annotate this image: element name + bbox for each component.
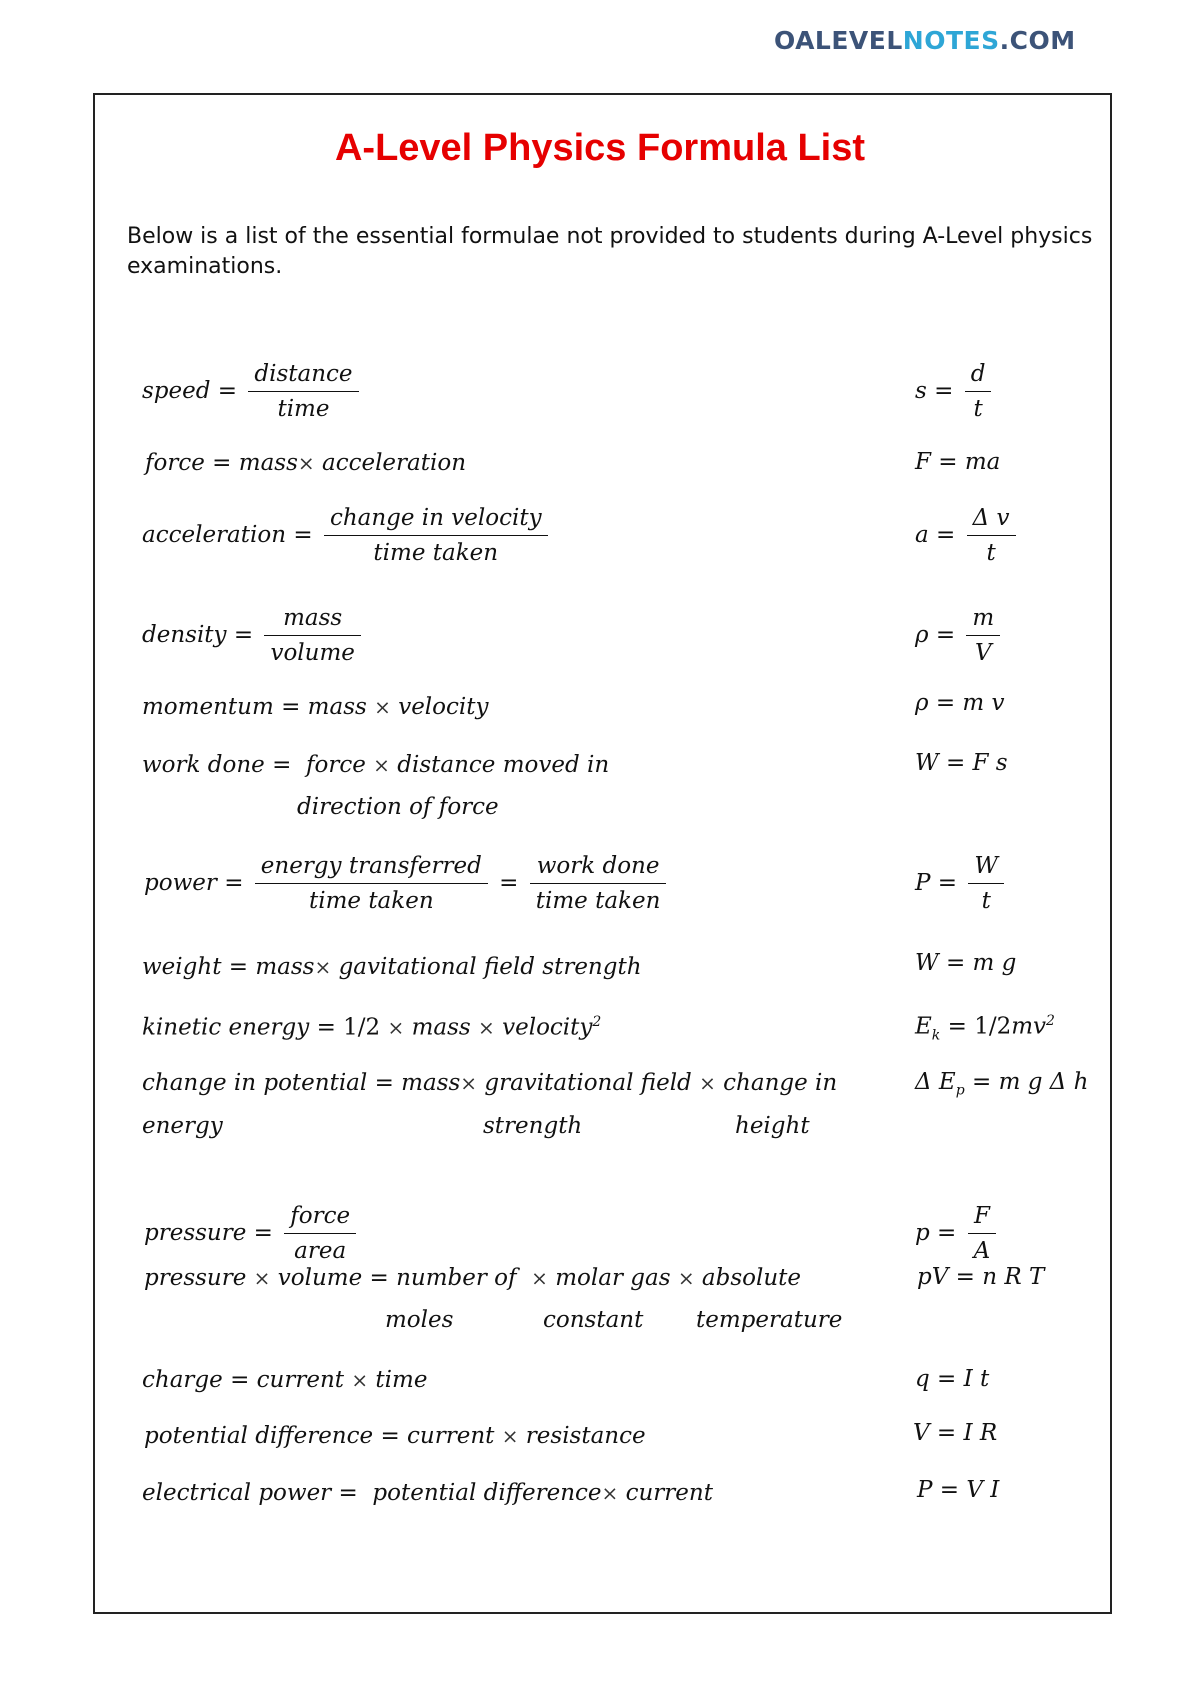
symbol-electrical-power: P = V I bbox=[917, 1477, 1000, 1503]
formula-charge: charge = current × time bbox=[142, 1367, 428, 1393]
formula-gas-line2b: constant bbox=[543, 1307, 644, 1333]
symbol-acceleration: a = $\frac{\text{Δ v}}{t}$ bbox=[915, 507, 1020, 565]
formula-pressure: pressure = $\frac{\text{force}}{\text{area}}$ bbox=[144, 1205, 360, 1263]
symbol-work: W = F s bbox=[915, 750, 1008, 776]
page-title: A-Level Physics Formula List bbox=[334, 127, 866, 169]
formula-pd: potential difference = current × resistance bbox=[144, 1423, 646, 1449]
formula-kinetic: kinetic energy = 1/2 × mass × velocity$^2$ bbox=[142, 1014, 602, 1041]
symbol-charge: q = I t bbox=[915, 1366, 990, 1392]
symbol-pd: V = I R bbox=[913, 1420, 998, 1446]
intro-text: Below is a list of the essential formulae not provided to students during A-Level physics examinations. bbox=[127, 224, 1093, 279]
symbol-momentum: ρ = m v bbox=[915, 690, 1005, 716]
symbol-weight: W = m g bbox=[915, 950, 1017, 976]
formula-weight: weight = mass× gavitational field strength bbox=[142, 954, 642, 980]
formula-work-line2: direction of force bbox=[297, 794, 499, 820]
symbol-gas: pV = n R T bbox=[917, 1264, 1045, 1290]
formula-work: work done = force × distance moved in bbox=[142, 752, 610, 778]
symbol-force: F = ma bbox=[915, 449, 1001, 475]
symbol-speed: s = $\frac{d}{t}$ bbox=[915, 363, 995, 421]
formula-potential: change in potential = mass× gravitational field × change in bbox=[142, 1070, 838, 1096]
formula-momentum: momentum = mass × velocity bbox=[142, 694, 489, 720]
symbol-density: ρ = $\frac{m}{V}$ bbox=[915, 607, 1004, 665]
formula-force: force = mass× acceleration bbox=[145, 450, 467, 476]
formula-potential-line2c: height bbox=[735, 1113, 810, 1139]
formula-potential-line2a: energy bbox=[142, 1113, 223, 1139]
formula-power: power = $\frac{\text{energy transferred}}{\text{time taken}}$ = $\frac{\text{work done}}{\text{time taken}}$ bbox=[144, 855, 670, 913]
symbol-pressure: p = $\frac{F}{A}$ bbox=[915, 1205, 1000, 1263]
site-logo[interactable]: OALEVELNOTES.COM bbox=[774, 26, 1076, 55]
symbol-kinetic: $E_k = 1/2mv^2$ bbox=[915, 1013, 1055, 1044]
formula-density: density = $\frac{\text{mass}}{\text{volume}}$ bbox=[142, 607, 365, 665]
formula-potential-line2b: strength bbox=[483, 1113, 583, 1139]
formula-acceleration: acceleration = $\frac{\text{change in velocity}}{\text{time taken}}$ bbox=[142, 507, 552, 565]
formula-speed: speed = $\frac{\text{distance}}{\text{time}}$ bbox=[142, 363, 363, 421]
formula-electrical-power: electrical power = potential difference× current bbox=[142, 1480, 713, 1506]
symbol-potential: Δ $E_p = m$ g Δ h bbox=[915, 1069, 1089, 1099]
formula-gas-line2a: moles bbox=[385, 1307, 454, 1333]
formula-gas-line2c: temperature bbox=[696, 1307, 843, 1333]
symbol-power: P = $\frac{W}{t}$ bbox=[915, 855, 1008, 913]
formula-gas: pressure × volume = number of × molar gas × absolute bbox=[144, 1265, 802, 1291]
